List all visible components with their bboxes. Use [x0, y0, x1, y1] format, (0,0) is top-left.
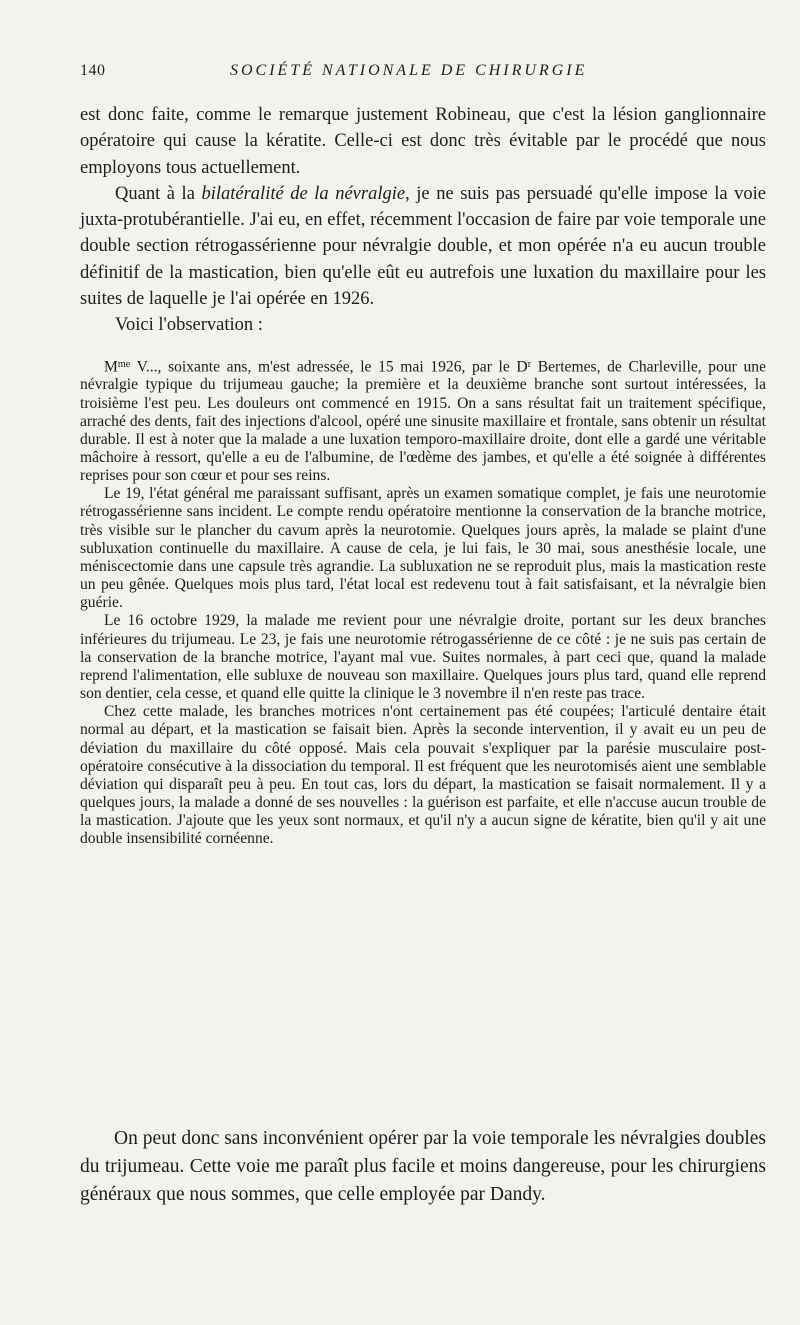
- conclusion-section: [80, 1125, 766, 1209]
- paragraph: Chez cette malade, les branches motrices n'ont certainement pas été coupées; l'articulé dentaire était normal au départ, et la mastication se faisait bien. Après la seconde intervention, il y avait eu un peu de déviation du maxillaire du côté opposé. Mais cela pouvait s'expliquer par la parésie musculaire post-opératoire consécutive à la dissociation du temporal. Il est fréquent que les neurotomisés aient une semblable déviation qui disparaît peu à peu. En tout cas, lors du départ, la mastication se faisait normalement. Il y a quelques jours, la malade a donné de ses nouvelles : la guérison est parfaite, et elle n'accuse aucun trouble de la mastication. J'ajoute que les yeux sont normaux, et qu'il n'y a aucun signe de kératite, bien qu'il y ait une double insensibilité cornéenne.: [80, 703, 766, 848]
- page-header: [80, 62, 760, 86]
- running-title: SOCIÉTÉ NATIONALE DE CHIRURGIE: [230, 62, 588, 79]
- paragraph: Voici l'observation :: [115, 315, 263, 336]
- main-text: [80, 102, 766, 848]
- intro-section: [80, 102, 766, 339]
- superscript: me: [117, 358, 131, 370]
- italic-phrase: bilatéralité de la névralgie: [201, 183, 406, 204]
- text-run: , je ne suis pas persuadé qu'elle impose la voie juxta-protubérantielle. J'ai eu, en effet, récemment l'occasion de faire par voie temporale une double section rétrogassérienne pour névralgie double, et mon opérée n'a eu aucun trouble définitif de la mastication, bien qu'elle eût eu autrefois une luxation du maxillaire pour les suites de laquelle je l'ai opérée en 1926.: [80, 183, 766, 310]
- paragraph: [80, 181, 766, 312]
- text-run: V..., soixante ans, m'est adressée, le 15 mai 1926, par le D: [130, 358, 528, 376]
- paragraph: est donc faite, comme le remarque justement Robineau, que c'est la lésion ganglionnaire opératoire qui cause la kératite. Celle-ci est donc très évitable par le procédé que nous employons tous actuellement.: [80, 105, 766, 178]
- observation-section: [80, 356, 766, 849]
- paragraph: [80, 356, 766, 486]
- paragraph: Le 19, l'état général me paraissant suffisant, après un examen somatique complet, je fais une neurotomie rétrogassérienne sans incident. Le compte rendu opératoire mentionne la conservation de la branche motrice, très visible sur le plancher du cavum après la neurotomie. Quelques jours après, la malade se plaint d'une subluxation continuelle du maxillaire. A cause de cela, je lui fais, le 30 mai, sous anesthésie locale, une méniscectomie dans une capsule très agrandie. La subluxation ne se reproduit plus, mais la mastication reste un peu gênée. Quelques mois plus tard, l'état local est redevenu tout à fait satisfaisant, et la névralgie bien guérie.: [80, 485, 766, 612]
- paragraph: On peut donc sans inconvénient opérer par la voie temporale les névralgies doubles du trijumeau. Cette voie me paraît plus facile et moins dangereuse, pour les chirurgiens généraux que nous sommes, que celle employée par Dandy.: [80, 1128, 766, 1205]
- paragraph: Le 16 octobre 1929, la malade me revient pour une névralgie droite, portant sur les deux branches inférieures du trijumeau. Le 23, je fais une neurotomie rétrogassérienne de ce côté : je ne suis pas certain de la conservation de la branche motrice, l'ayant mal vue. Suites normales, à part ceci que, quand la malade reprend l'alimentation, elle subluxe de nouveau son maxillaire. Quelques jours plus tard, quand elle reprend son dentier, cela cesse, et quand elle quitte la clinique le 3 novembre il n'en reste pas trace.: [80, 612, 766, 703]
- text-run: Quant à la: [115, 183, 202, 204]
- text-run: M: [104, 358, 118, 376]
- page-number: 140: [80, 62, 106, 79]
- text-run: Bertemes, de Charleville, pour une névralgie typique du trijumeau gauche; la première et la deuxième branche sont surtout intéressées, la troisième l'est peu. Les douleurs ont commencé en 1915. On a sans résultat fait un traitement spécifique, arraché des dents, fait des injections d'alcool, opéré une sinusite maxillaire et frontale, sans obtenir un résultat durable. Il est à noter que la malade a une luxation temporo-maxillaire droite, dont elle a gardé une véritable mâchoire à ressort, qu'elle a eu de l'albumine, de l'œdème des jambes, et qu'elle a été soignée à différentes reprises pour son cœur et pour ses reins.: [80, 358, 766, 485]
- superscript: r: [527, 358, 532, 370]
